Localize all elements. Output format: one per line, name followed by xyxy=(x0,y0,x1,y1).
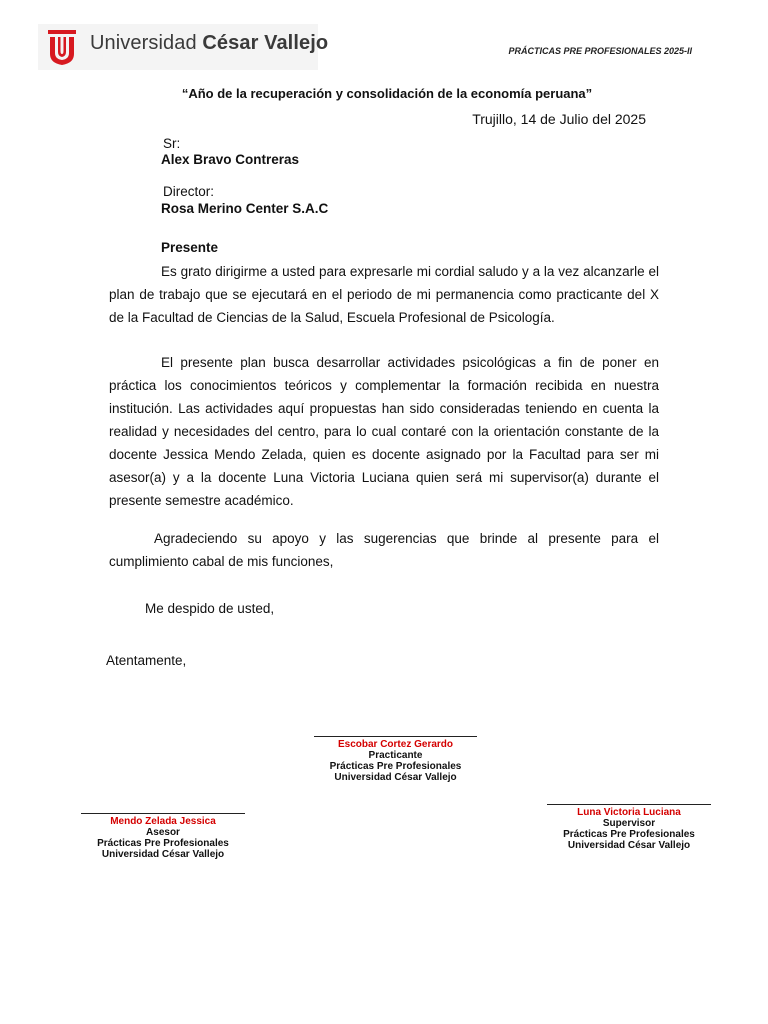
signer-role: Practicante xyxy=(368,750,423,761)
signer-institution: Universidad César Vallejo xyxy=(101,849,225,860)
signer-program: Prácticas Pre Profesionales xyxy=(563,829,695,840)
signature-line xyxy=(81,813,245,814)
paragraph-2-text: El presente plan busca desarrollar actividades psicológicas a fin de poner en práctica los conocimientos teóricos y complementar la formación recibida en nuestra institución. Las actividades aquí propuestas han sido consideradas teniendo en cuenta la realidad y necesidades del centro, para lo cual contaré con la orientación constante de la docente Jessica Mendo Zelada, quien es docente asignado por la Facultad para ser mi asesor(a) y a la docente Luna Victoria Luciana quien será mi supervisor(a) durante el presente semestre académico. xyxy=(109,355,659,508)
recipient-organization: Rosa Merino Center S.A.C xyxy=(161,201,329,216)
university-name: Universidad César Vallejo xyxy=(90,32,329,54)
paragraph-3-text: Agradeciendo su apoyo y las sugerencias que brinde al presente para el cumplimiento cabal de mis funciones, xyxy=(109,531,659,569)
signature-line xyxy=(547,804,711,805)
signer-name: Luna Victoria Luciana xyxy=(577,807,681,818)
signer-program: Prácticas Pre Profesionales xyxy=(329,761,462,772)
signer-name: Escobar Cortez Gerardo xyxy=(337,739,454,750)
signer-institution: Universidad César Vallejo xyxy=(334,772,457,783)
signature-line xyxy=(314,736,477,737)
body-paragraph-1 xyxy=(109,260,659,329)
signature-asesor xyxy=(81,813,245,860)
header-program-tag: PRÁCTICAS PRE PROFESIONALES 2025-II xyxy=(508,46,692,56)
signature-practicante xyxy=(314,736,477,783)
body-paragraph-3 xyxy=(109,527,659,573)
university-logo xyxy=(38,24,329,70)
signer-program: Prácticas Pre Profesionales xyxy=(97,838,229,849)
farewell: Me despido de usted, xyxy=(145,601,275,616)
recipient-role: Director: xyxy=(163,184,215,199)
recipient-name: Alex Bravo Contreras xyxy=(161,152,300,167)
place-date: Trujillo, 14 de Julio del 2025 xyxy=(472,111,646,127)
ucv-emblem-icon xyxy=(46,28,78,66)
body-paragraph-2 xyxy=(109,351,659,512)
signature-supervisor xyxy=(547,804,711,851)
year-motto: “Año de la recuperación y consolidación de la economía peruana” xyxy=(181,86,593,101)
signer-institution: Universidad César Vallejo xyxy=(567,840,691,851)
signer-role: Asesor xyxy=(146,827,180,838)
signer-role: Supervisor xyxy=(602,818,656,829)
presente-label: Presente xyxy=(161,240,219,255)
signer-name: Mendo Zelada Jessica xyxy=(110,816,216,827)
paragraph-1-text: Es grato dirigirme a usted para expresarle mi cordial saludo y a la vez alcanzarle el plan de trabajo que se ejecutará en el periodo de mi permanencia como practicante del X de la Facultad de Ciencias de la Salud, Escuela Profesional de Psicología. xyxy=(109,264,659,325)
salutation: Sr: xyxy=(163,136,181,151)
closing: Atentamente, xyxy=(106,653,187,668)
